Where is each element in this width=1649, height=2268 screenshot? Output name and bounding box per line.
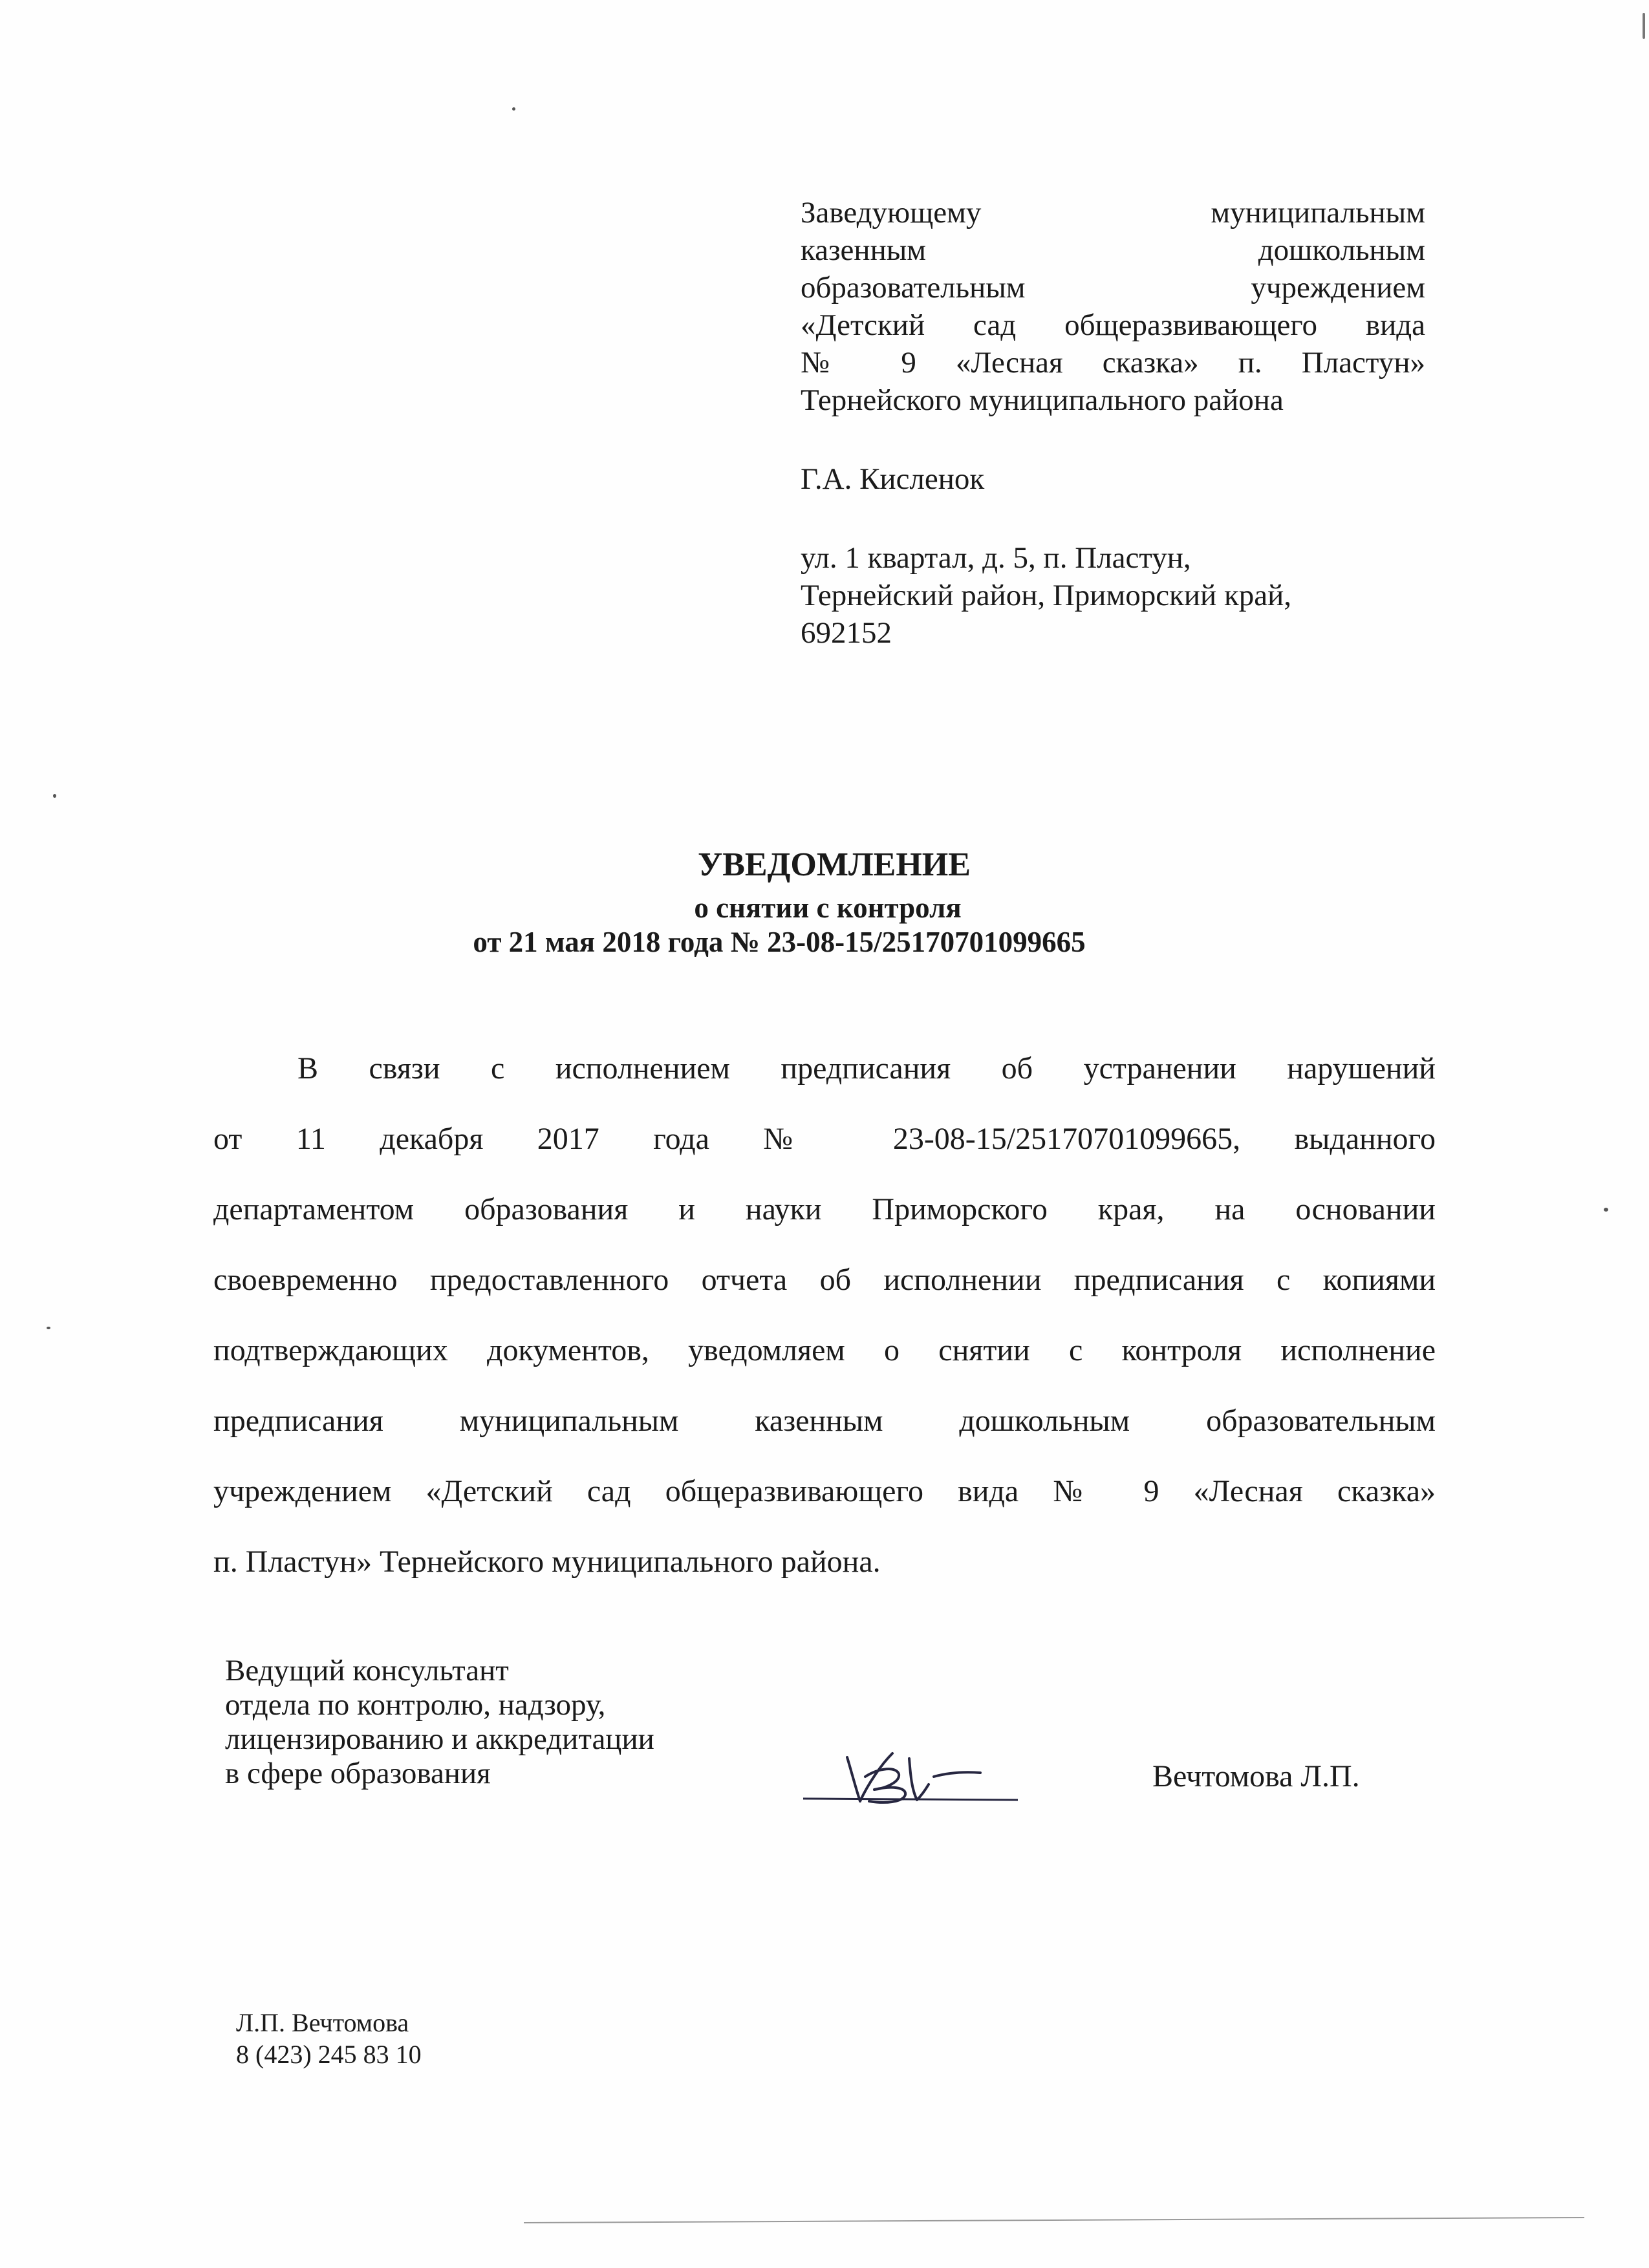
signer-position-line: в сфере образования [225,1757,491,1790]
scan-speck [47,1327,50,1329]
addressee-line: № 9 «Лесная сказка» п. Пластун» [801,346,1425,380]
body-line: департаментом образования и науки Приморского края, на основании [213,1192,1436,1226]
signer-position [225,1654,654,1791]
addressee-line: Заведующему муниципальным [801,196,1425,230]
addressee-name: Г.А. Кисленок [801,462,985,496]
scan-edge-line [524,2216,1584,2225]
addressee-address-line: 692152 [801,616,892,650]
signer-position-line: Ведущий консультант [225,1654,509,1687]
body-paragraph [213,1033,1436,1597]
body-line: п. Пластун» Тернейского муниципального района. [213,1545,881,1579]
scan-speck [1643,13,1645,39]
executor-name: Л.П. Вечтомова [236,2008,409,2037]
addressee-line: казенным дошкольным [801,233,1425,267]
body-line: от 11 декабря 2017 года № 23-08-15/25170701099665, выданного [213,1122,1436,1156]
scan-speck [53,794,56,798]
body-line: учреждением «Детский сад общеразвивающего вида № 9 «Лесная сказка» [213,1474,1436,1508]
document-title-block [0,839,1649,959]
body-line: предписания муниципальным казенным дошкольным образовательным [213,1404,1436,1438]
document-subtitle: о снятии с контроля [694,892,962,924]
body-line: своевременно предоставленного отчета об исполнении предписания с копиями [213,1263,1436,1297]
addressee-address-line: Тернейский район, Приморский край, [801,579,1292,612]
addressee-address-line: ул. 1 квартал, д. 5, п. Пластун, [801,541,1191,575]
addressee-line: Тернейского муниципального района [801,383,1284,417]
signer-name: Вечтомова Л.П. [1152,1759,1360,1793]
document-title: УВЕДОМЛЕНИЕ [698,846,971,883]
addressee-line: «Детский сад общеразвивающего вида [801,308,1425,342]
executor-block [236,2007,422,2070]
scan-speck [512,107,515,111]
body-line: В связи с исполнением предписания об устранении нарушений [297,1051,1436,1086]
executor-phone: 8 (423) 245 83 10 [236,2040,422,2069]
scan-speck [1604,1208,1608,1212]
body-line: подтверждающих документов, уведомляем о снятии с контроля исполнение [213,1333,1436,1367]
signer-position-line: лицензированию и аккредитации [225,1722,654,1756]
document-reference: от 21 мая 2018 года № 23-08-15/25170701099665 [473,926,1086,958]
handwritten-signature [802,1739,1022,1817]
addressee-block [801,194,1425,652]
addressee-line: образовательным учреждением [801,271,1425,305]
signer-position-line: отдела по контролю, надзору, [225,1688,606,1722]
